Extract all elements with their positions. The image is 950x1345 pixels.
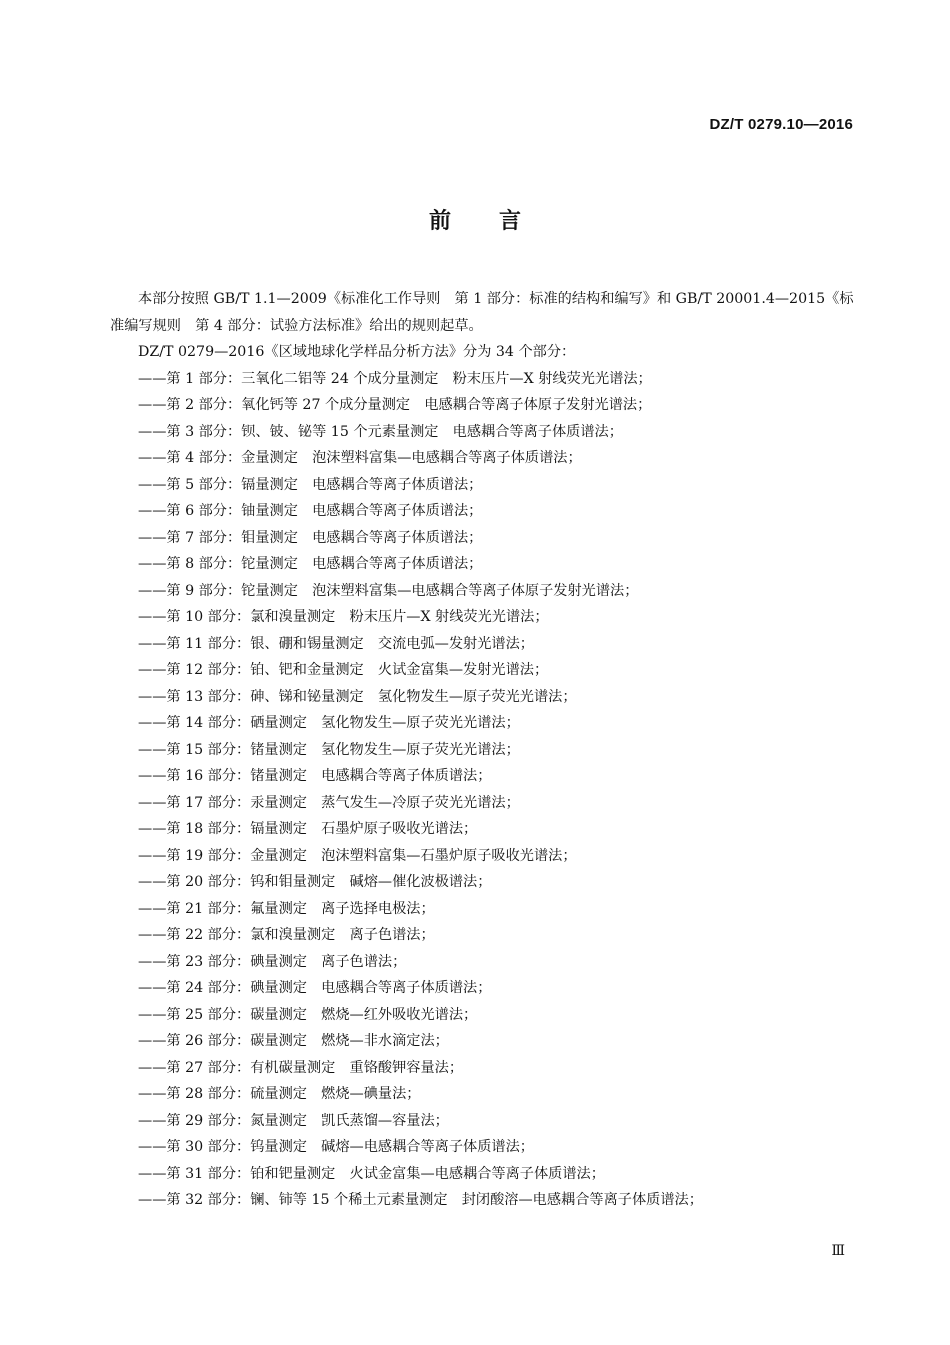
page-title: 前言	[428, 209, 569, 234]
parts-intro-paragraph: DZ/T 0279—2016《区域地球化学样品分析方法》分为 34 个部分：	[138, 344, 576, 360]
list-item: ——第 9 部分：铊量测定 泡沫塑料富集—电感耦合等离子体原子发射光谱法；	[138, 582, 639, 599]
list-item: ——第 5 部分：镉量测定 电感耦合等离子体质谱法；	[138, 476, 483, 493]
list-item: ——第 22 部分：氯和溴量测定 离子色谱法；	[138, 927, 435, 943]
list-item: ——第 18 部分：镉量测定 石墨炉原子吸收光谱法；	[138, 821, 478, 837]
list-item: ——第 7 部分：钼量测定 电感耦合等离子体质谱法；	[138, 529, 483, 546]
list-item: ——第 10 部分：氯和溴量测定 粉末压片—X 射线荧光光谱法；	[138, 609, 549, 625]
list-item: ——第 31 部分：铂和钯量测定 火试金富集—电感耦合等离子体质谱法；	[138, 1165, 605, 1182]
list-item: ——第 32 部分：镧、铈等 15 个稀土元素量测定 封闭酸溶—电感耦合等离子体质谱法；	[138, 1192, 703, 1208]
page-number: Ⅲ	[831, 1243, 845, 1259]
list-item: ——第 29 部分：氮量测定 凯氏蒸馏—容量法；	[138, 1112, 449, 1129]
list-item: ——第 4 部分：金量测定 泡沫塑料富集—电感耦合等离子体质谱法；	[138, 450, 582, 466]
document-body	[110, 286, 854, 1214]
list-item: ——第 17 部分：汞量测定 蒸气发生—冷原子荧光光谱法；	[138, 794, 520, 811]
parts-list	[110, 366, 854, 1214]
list-item: ——第 16 部分：锗量测定 电感耦合等离子体质谱法；	[138, 768, 492, 784]
list-item: ——第 19 部分：金量测定 泡沫塑料富集—石墨炉原子吸收光谱法；	[138, 847, 577, 864]
list-item: ——第 2 部分：氧化钙等 27 个成分量测定 电感耦合等离子体原子发射光谱法；	[138, 397, 652, 413]
list-item: ——第 6 部分：铀量测定 电感耦合等离子体质谱法；	[138, 503, 483, 519]
list-item: ——第 3 部分：钡、铍、铋等 15 个元素量测定 电感耦合等离子体质谱法；	[138, 423, 623, 440]
list-item: ——第 28 部分：硫量测定 燃烧—碘量法；	[138, 1086, 421, 1102]
list-item: ——第 30 部分：钨量测定 碱熔—电感耦合等离子体质谱法；	[138, 1139, 534, 1155]
drafting-rules-paragraph: 本部分按照 GB/T 1.1—2009《标准化工作导则 第 1 部分：标准的结构和编写》和 GB/T 20001.4—2015《标准编写规则 第 4 部分：试验方法标准》给出的规则起草。	[110, 291, 854, 334]
list-item: ——第 11 部分：银、硼和锡量测定 交流电弧—发射光谱法；	[138, 635, 534, 652]
list-item: ——第 23 部分：碘量测定 离子色谱法；	[138, 953, 407, 970]
list-item: ——第 27 部分：有机碳量测定 重铬酸钾容量法；	[138, 1059, 464, 1076]
list-item: ——第 24 部分：碘量测定 电感耦合等离子体质谱法；	[138, 980, 492, 996]
list-item: ——第 21 部分：氟量测定 离子选择电极法；	[138, 900, 435, 917]
standard-code: DZ/T 0279.10—2016	[709, 116, 853, 133]
list-item: ——第 15 部分：锗量测定 氢化物发生—原子荧光光谱法；	[138, 741, 520, 758]
list-item: ——第 1 部分：三氧化二铝等 24 个成分量测定 粉末压片—X 射线荧光光谱法；	[138, 370, 652, 387]
list-item: ——第 20 部分：钨和钼量测定 碱熔—催化波极谱法；	[138, 874, 492, 890]
list-item: ——第 12 部分：铂、钯和金量测定 火试金富集—发射光谱法；	[138, 662, 549, 678]
list-item: ——第 26 部分：碳量测定 燃烧—非水滴定法；	[138, 1033, 449, 1049]
list-item: ——第 25 部分：碳量测定 燃烧—红外吸收光谱法；	[138, 1006, 478, 1023]
list-item: ——第 8 部分：铊量测定 电感耦合等离子体质谱法；	[138, 556, 483, 572]
list-item: ——第 14 部分：硒量测定 氢化物发生—原子荧光光谱法；	[138, 715, 520, 731]
list-item: ——第 13 部分：砷、锑和铋量测定 氢化物发生—原子荧光光谱法；	[138, 688, 577, 705]
